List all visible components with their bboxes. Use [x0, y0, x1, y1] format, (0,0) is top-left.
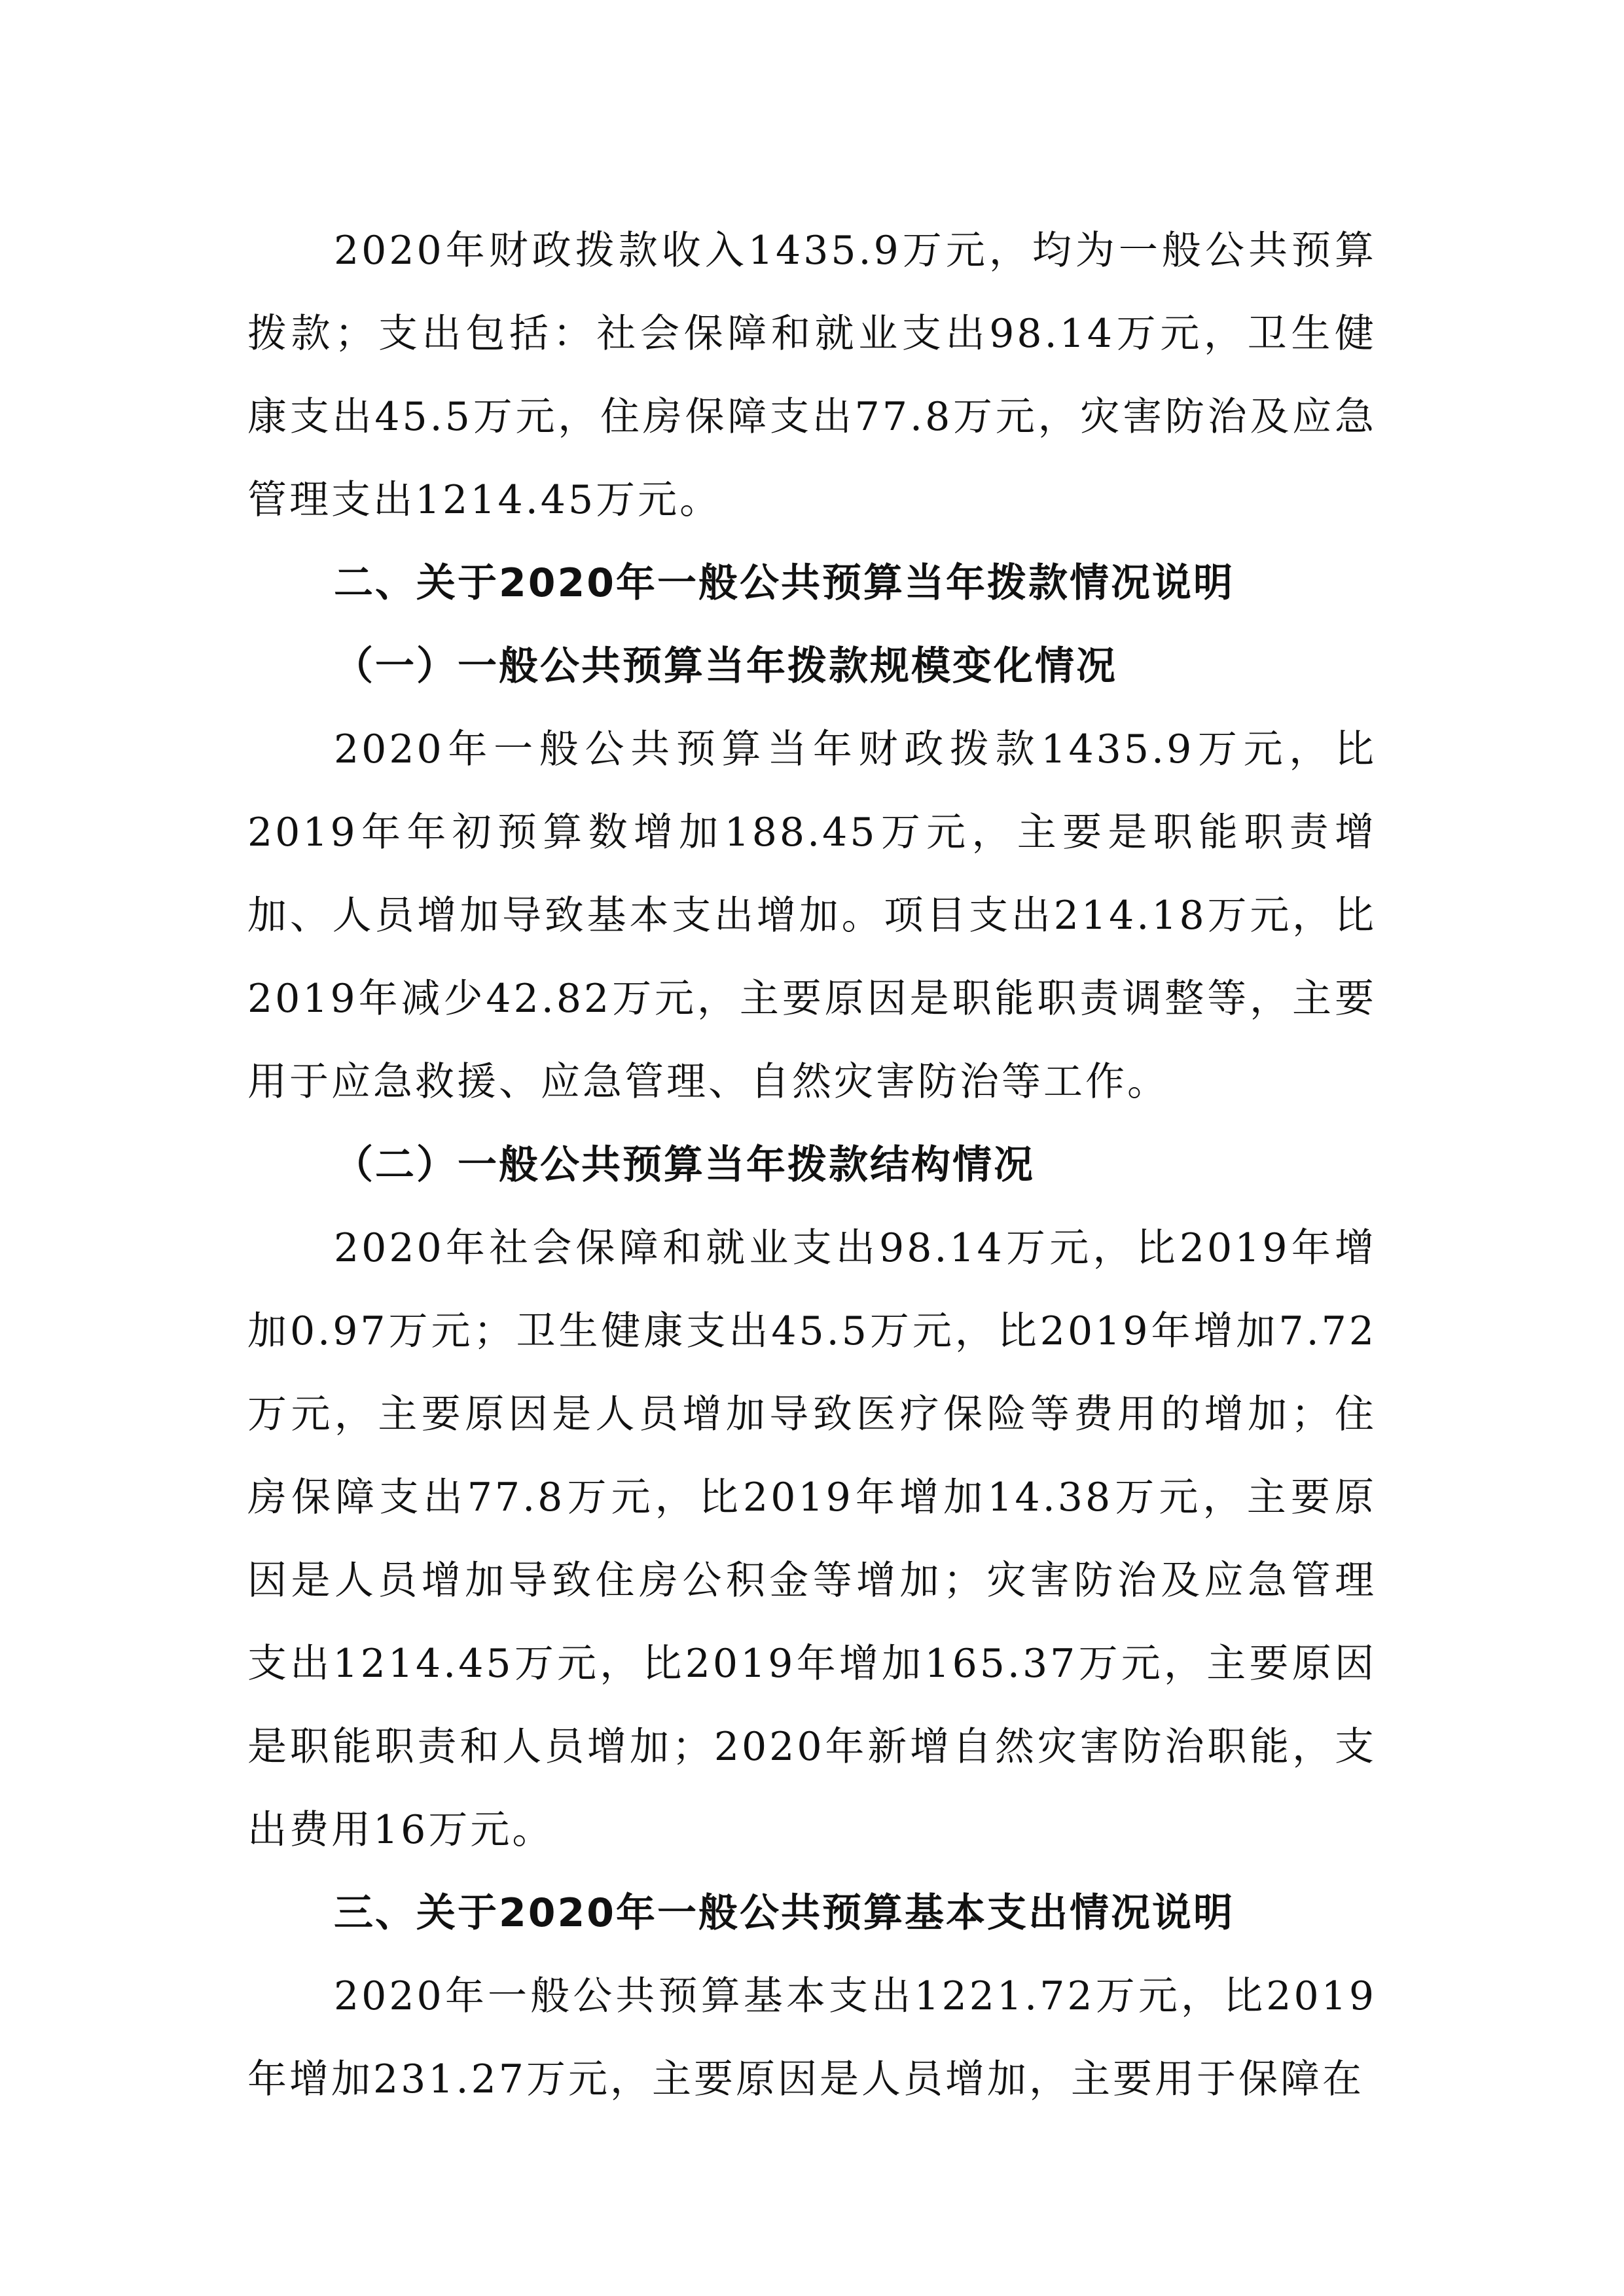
paragraph-structure-detail: 2020年社会保障和就业支出98.14万元，比2019年增加0.97万元；卫生健康支出45.5万元，比2019年增加7.72万元，主要原因是人员增加导致医疗保险等费用的增加；住房保障支出77.8万元，比2019年增加14.38万元，主要原因是人员增加导致住房公积金等增加；灾害防治及应急管理支出1214.45万元，比2019年增加165.37万元，主要原因是职能职责和人员增加；2020年新增自然灾害防治职能，支出费用16万元。 — [247, 1225, 1377, 1853]
section-heading-2: 二、关于2020年一般公共预算当年拨款情况说明 — [334, 560, 1235, 606]
subsection-heading-scale: （一）一般公共预算当年拨款规模变化情况 — [334, 643, 1117, 689]
paragraph-scale-change: 2020年一般公共预算当年财政拨款1435.9万元，比2019年年初预算数增加188.45万元，主要是职能职责增加、人员增加导致基本支出增加。项目支出214.18万元，比2019年减少42.82万元，主要原因是职能职责调整等，主要用于应急救援、应急管理、自然灾害防治等工作。 — [247, 726, 1377, 1105]
section-heading-3: 三、关于2020年一般公共预算基本支出情况说明 — [334, 1890, 1235, 1936]
paragraph-appropriation-summary: 2020年财政拨款收入1435.9万元，均为一般公共预算拨款；支出包括：社会保障和就业支出98.14万元，卫生健康支出45.5万元，住房保障支出77.8万元，灾害防治及应急管理支出1214.45万元。 — [247, 228, 1377, 523]
subsection-heading-structure: （二）一般公共预算当年拨款结构情况 — [334, 1142, 1035, 1188]
paragraph-basic-expenditure: 2020年一般公共预算基本支出1221.72万元，比2019年增加231.27万元，主要原因是人员增加，主要用于保障在 — [247, 1973, 1377, 2102]
document-body — [247, 209, 1377, 2121]
